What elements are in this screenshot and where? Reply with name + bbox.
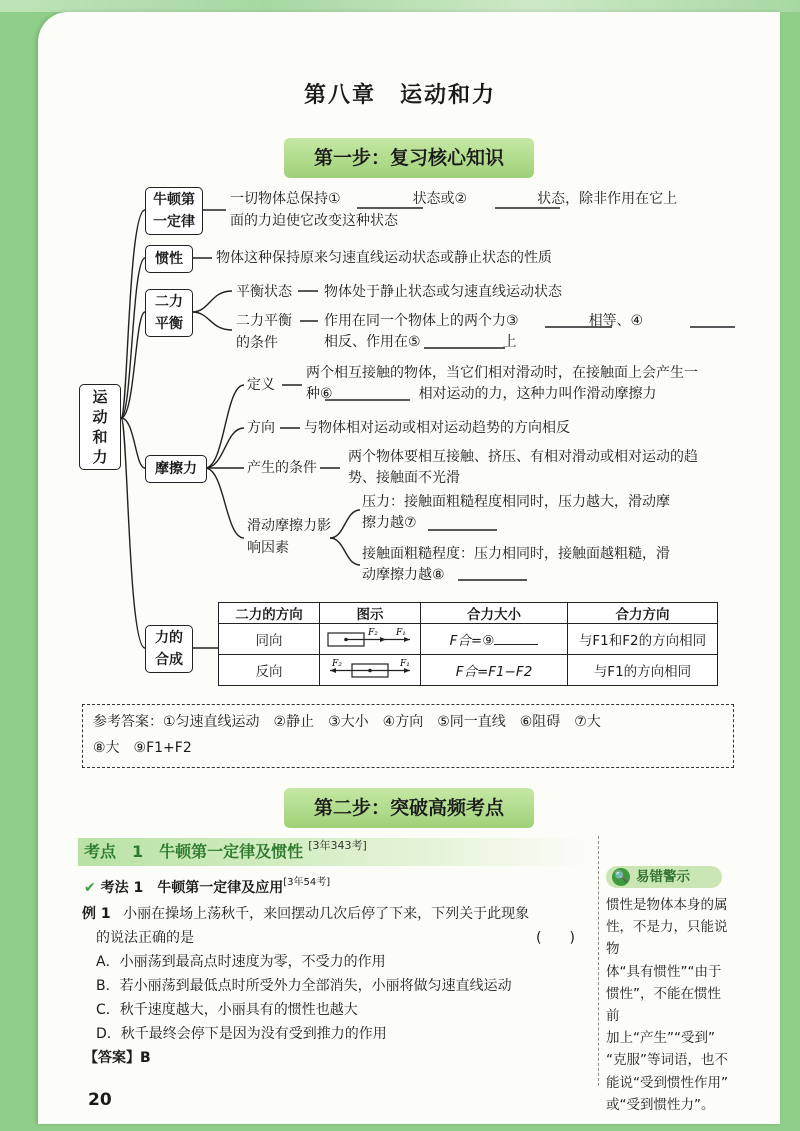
magnifier-icon: 🔍 [612,868,630,886]
friction-def-line2-a: 种⑥ [306,386,333,402]
step1-banner: 第一步：复习核心知识 [284,138,534,178]
mindmap-root [79,384,121,470]
mindmap-root-label: 运动和力 [92,388,108,466]
kaodian-tag: [3年343考] [308,839,367,852]
svg-text:F₁: F₁ [400,659,410,669]
kaodian-title: 考点 1 牛顿第一定律及惯性 [84,842,304,861]
friction-dir-label: 方向 [247,420,275,436]
example-answer: 【答案】B [84,1050,151,1066]
inertia-text: 物体这种保持原来匀速直线运动状态或静止状态的性质 [216,250,552,266]
step2-banner: 第二步：突破高频考点 [284,788,534,828]
answers-line1: 参考答案：①匀速直线运动 ②静止 ③大小 ④方向 ⑤同一直线 ⑥阻碍 ⑦大 [93,714,601,730]
node-newton-label: 牛顿第一定律 [153,192,195,230]
opposite-direction-diagram [320,655,421,686]
answer-bracket: ( ) [536,930,575,946]
balance-cond-line2-a: 相反、作用在⑤ [324,334,421,350]
newton-line1-a: 一切物体总保持① [230,191,341,207]
chapter-title: 第八章 运动和力 [303,83,496,108]
example-stem2: 的说法正确的是 [96,930,194,946]
opposite-direction-figure [324,656,416,680]
svg-text:F₁: F₁ [396,628,406,638]
answers-line2: ⑧大 ⑨F1+F2 [93,740,192,756]
sidebar-note [606,894,730,1116]
roughness-line1: 接触面粗糙程度：压力相同时，接触面越粗糙，滑 [362,546,670,562]
node-newton [145,187,203,235]
sidebar-line: 或“受到惯性力”。 [606,1096,715,1113]
sidebar-line: 惯性”，不能在惯性前 [606,985,721,1025]
newton-line1-c: 状态，除非作用在它上 [537,191,678,207]
option-c: C．秋千速度越大，小丽具有的惯性也越大 [96,1002,358,1018]
table-header-row [219,603,718,624]
row-direction: 反向 [219,655,320,686]
example-label: 例 1 [82,906,111,922]
row-result-dir: 与F1和F2的方向相同 [568,624,718,655]
table-header: 合力方向 [568,603,718,624]
table-header: 图示 [320,603,421,624]
warning-badge-label: 易错警示 [636,869,690,885]
node-composition-label: 力的合成 [155,630,183,668]
same-direction-figure [324,625,416,649]
table-row [219,655,718,686]
sidebar-line: “克服”等词语，也不 [606,1052,728,1069]
svg-text:F₂: F₂ [368,628,378,638]
balance-cond-line1-b: 相等、④ [588,313,644,329]
node-balance-label: 二力平衡 [155,294,183,332]
sidebar-line: 性，不是力，只能说物 [606,919,728,958]
balance-cond-line2-b: 上 [502,334,517,350]
same-direction-diagram [320,624,421,655]
table-header: 合力大小 [421,603,568,624]
node-inertia: 惯性 [145,245,193,273]
warning-badge [606,866,722,888]
page-number: 20 [88,1090,112,1110]
method-line [84,876,330,900]
row-magnitude-text: F合=⑨ [449,633,495,649]
friction-cond-line1: 两个物体要相互接触、挤压、有相对滑动或相对运动的趋 [348,449,698,465]
svg-text:F₂: F₂ [332,659,342,669]
balance-state-label: 平衡状态 [236,284,292,300]
option-b: B．若小丽荡到最低点时所受外力全部消失，小丽将做匀速直线运动 [96,978,512,994]
newton-line2: 面的力迫使它改变这种状态 [230,213,398,229]
pressure-line2: 擦力越⑦ [362,515,417,531]
friction-def-label: 定义 [247,377,275,393]
friction-def-line2-b: 相对运动的力，这种力叫作滑动摩擦力 [418,386,657,402]
option-d: D．秋千最终会停下是因为没有受到推力的作用 [96,1026,387,1042]
node-balance [145,289,193,337]
node-friction: 摩擦力 [145,455,207,483]
roughness-line2: 动摩擦力越⑧ [362,567,445,583]
row-magnitude: F合=F1−F2 [421,655,568,686]
row-direction: 同向 [219,624,320,655]
balance-cond-line1-a: 作用在同一个物体上的两个力③ [324,313,519,329]
balance-cond-line2 [324,331,517,353]
sidebar-line: 加上“产生”“受到” [606,1030,715,1047]
friction-cond-label: 产生的条件 [247,460,317,476]
example-stem1 [82,902,529,926]
row-result-dir: 与F1的方向相同 [568,655,718,686]
balance-cond-label: 二力平衡的条件 [236,313,292,351]
option-a: A．小丽荡到最高点时速度为零，不受力的作用 [96,954,386,970]
newton-line1 [230,188,677,210]
balance-state-text: 物体处于静止状态或匀速直线运动状态 [324,284,562,300]
check-icon: ✔ [84,880,96,896]
newton-line1-b: 状态或② [412,191,468,207]
balance-cond-line1 [324,310,643,332]
friction-def-line2 [306,383,657,405]
pressure-line1: 压力：接触面粗糙程度相同时，压力越大，滑动摩 [362,494,670,510]
reference-answers [82,704,734,768]
table-header: 二力的方向 [219,603,320,624]
friction-dir-text: 与物体相对运动或相对运动趋势的方向相反 [304,420,570,436]
method-title: 考法 1 牛顿第一定律及应用 [100,880,284,896]
kaodian-bar [78,838,586,866]
friction-cond-line2: 势、接触面不光滑 [348,470,460,486]
node-composition [145,625,193,673]
top-stripe [0,0,800,12]
friction-def-line1: 两个相互接触的物体，当它们相对滑动时，在接触面上会产生一 [306,365,698,381]
sidebar-divider [598,836,600,1086]
sidebar-line: 能说“受到惯性作用” [606,1074,728,1091]
example-stem1-text: 小丽在操场上荡秋千，来回摆动几次后停了下来，下列关于此现象 [123,906,530,922]
method-tag: [3年54考] [283,877,331,888]
row-magnitude [421,624,568,655]
table-row [219,624,718,655]
sidebar-line: 惯性是物体本身的属 [606,897,728,913]
friction-factor-label: 滑动摩擦力影响因素 [247,518,331,556]
sidebar-line: 体“具有惯性”“由于 [606,963,722,980]
force-composition-table [218,602,718,686]
